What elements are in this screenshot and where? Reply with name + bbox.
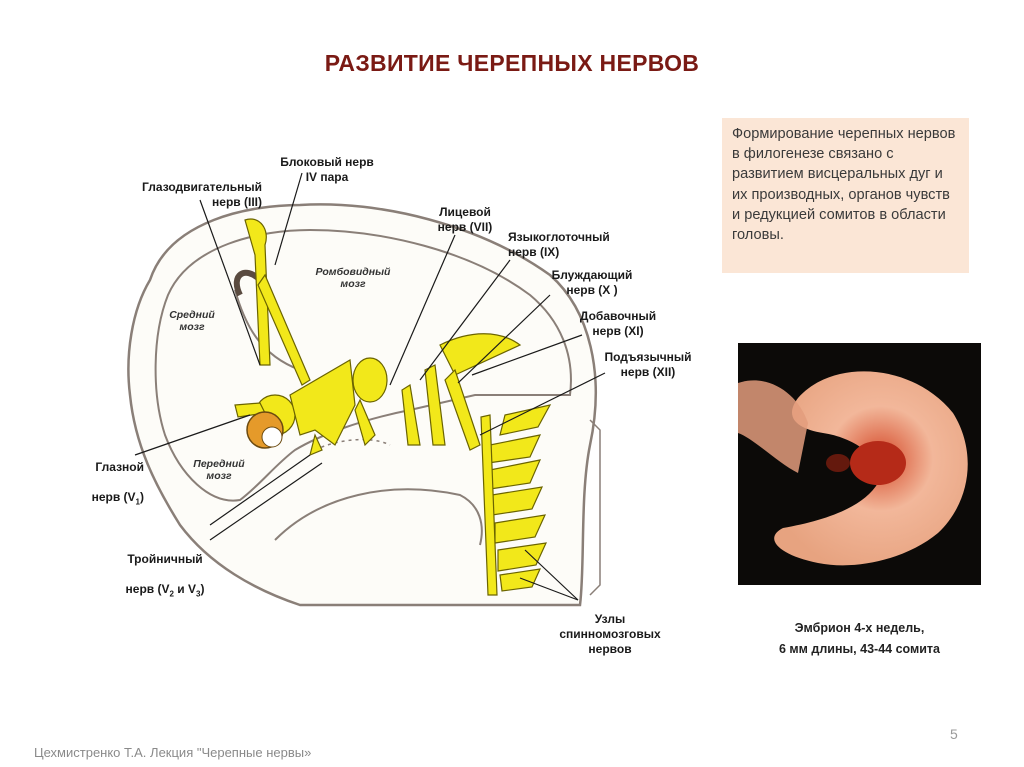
slide-title: РАЗВИТИЕ ЧЕРЕПНЫХ НЕРВОВ xyxy=(324,50,700,76)
label-blockovy: Блоковый нерв IV пара xyxy=(280,155,374,184)
label-glazhnoy-name: Глазной xyxy=(95,460,144,474)
label-troynich-sub3: 3 xyxy=(196,589,201,599)
label-yazykoglot: Языкоглоточный нерв (IX) xyxy=(508,230,610,259)
label-bluzhd: Блуждающий нерв (X ) xyxy=(551,268,633,297)
label-licevoy: Лицевой нерв (VII) xyxy=(437,205,493,234)
footer-text: Цехмистренко Т.А. Лекция "Черепные нервы» xyxy=(34,745,312,760)
label-uzly: Узлы спинномозговых нервов xyxy=(559,612,661,656)
label-troynich-and: и V xyxy=(173,582,197,596)
label-troynich-name: Тройничный xyxy=(127,552,203,566)
label-dobavoch: Добавочный нерв (XI) xyxy=(579,309,657,338)
label-glazhnoy-nerve: нерв (V xyxy=(91,490,136,504)
photo-caption-line1: Эмбрион 4-х недель, xyxy=(794,621,925,635)
label-glazodvig: Глазодвигательный нерв (III) xyxy=(142,180,262,209)
photo-caption xyxy=(738,618,981,660)
embryo-photo xyxy=(738,343,981,585)
eye-cup xyxy=(247,412,283,448)
info-box: Формирование черепных нервов в филогенезе связано с развитием висцеральных дуг и их производных, органов чувств и редукцией сомитов в области головы. xyxy=(722,118,969,273)
label-troynich-a: нерв (V xyxy=(125,582,170,596)
label-troynich: Тройничный нерв ($V_2$ и $V_3$) xyxy=(125,552,205,599)
region-peredniy: Передний мозг xyxy=(193,458,245,482)
label-troynich-sub2: 2 xyxy=(169,589,174,599)
page-number: 5 xyxy=(950,726,958,742)
region-srednij: Средний мозг xyxy=(169,309,215,333)
photo-caption-line2: 6 мм длины, 43-44 сомита xyxy=(779,642,940,656)
region-rombovid: Ромбовидный мозг xyxy=(315,266,391,290)
label-glazhnoy-sub: 1 xyxy=(135,497,140,507)
label-podyazych: Подъязычный нерв (XII) xyxy=(604,350,692,379)
label-glazhnoy: Глазной нерв $(V_1)$ xyxy=(91,460,144,507)
